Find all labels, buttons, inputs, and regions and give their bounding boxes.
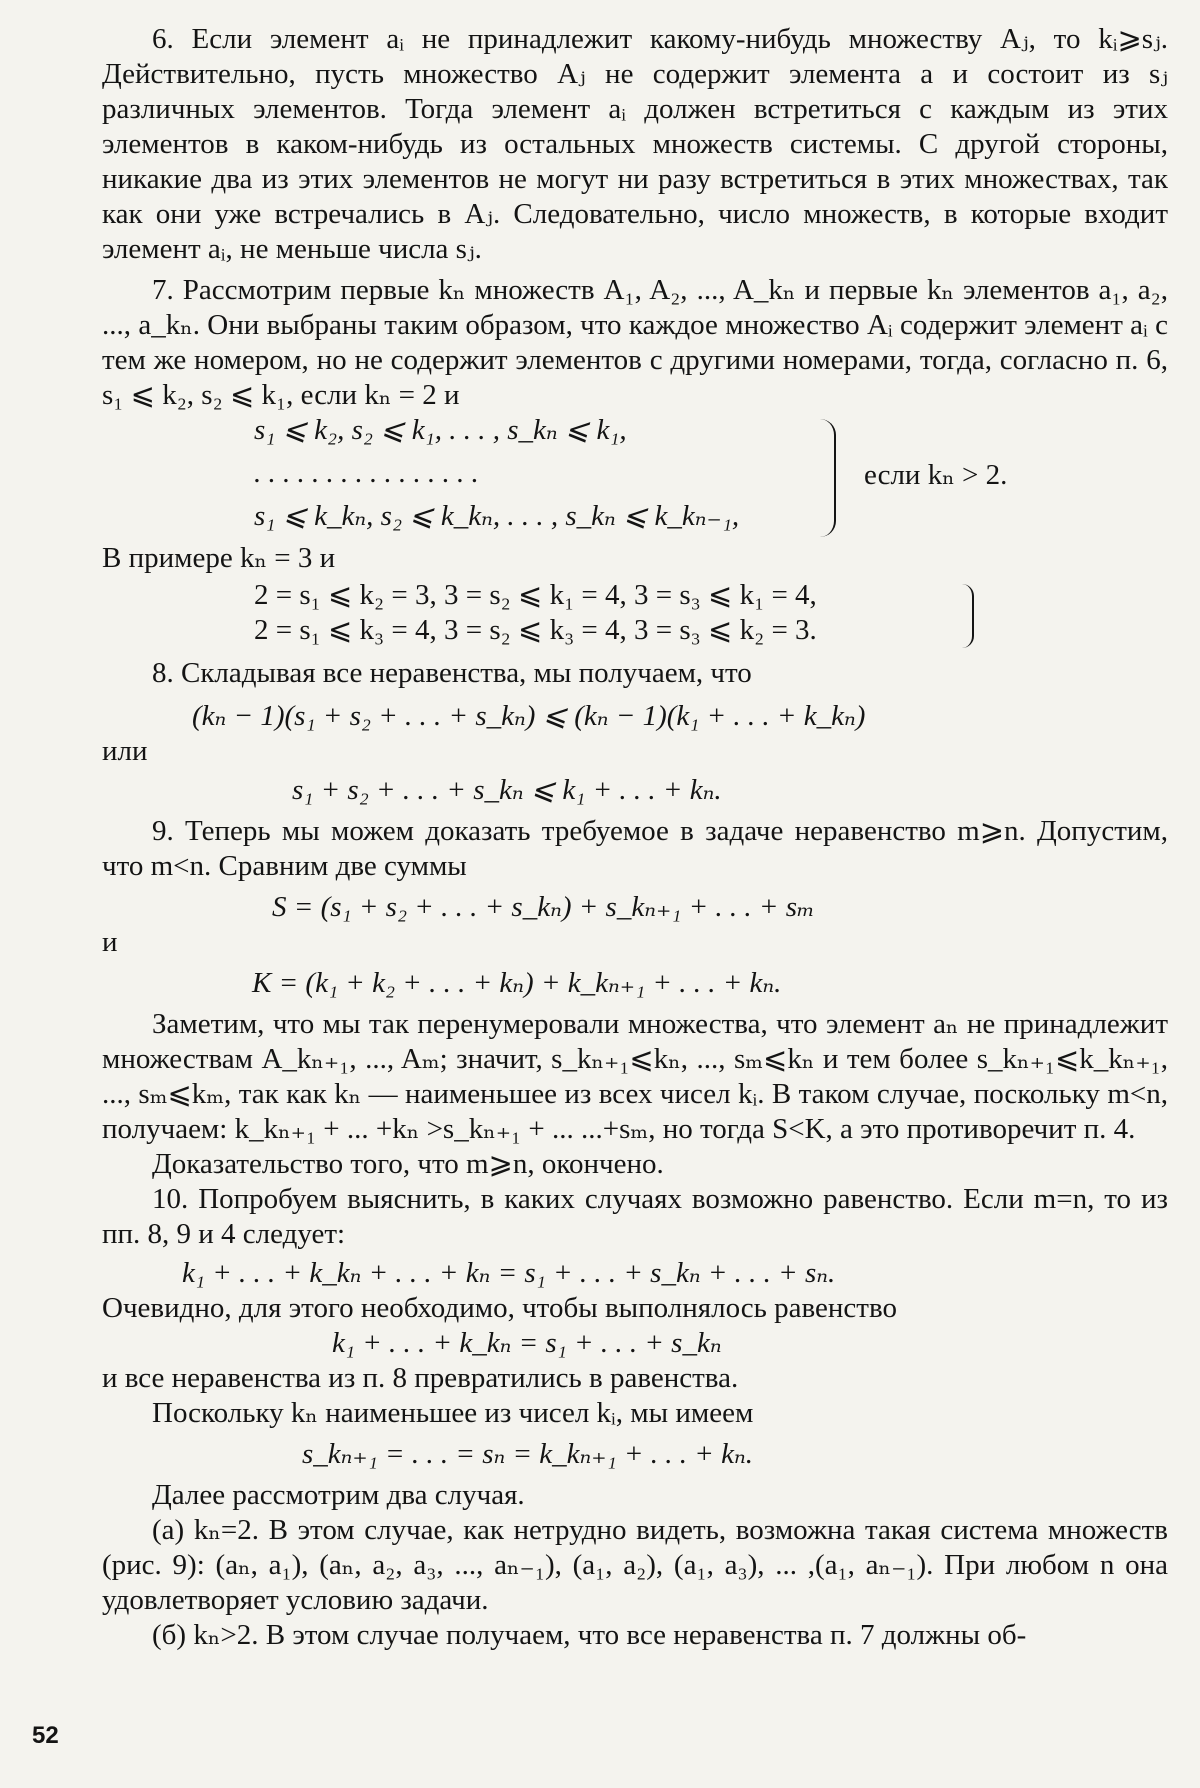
paragraph-10d: Поскольку kₙ наименьшее из чисел kᵢ, мы имеем xyxy=(152,1397,754,1429)
equation-8a: (kₙ − 1)(s₁ + s₂ + . . . + s_kₙ) ⩽ (kₙ − 1)(k₁ + . . . + k_kₙ) xyxy=(192,700,866,732)
example-row-2: 2 = s₁ ⩽ k₃ = 4, 3 = s₂ ⩽ k₃ = 4, 3 = s₃ ⩽ k₂ = 3. xyxy=(254,614,817,646)
example-row-1: 2 = s₁ ⩽ k₂ = 3, 3 = s₂ ⩽ k₁ = 4, 3 = s₃ ⩽ k₁ = 4, xyxy=(254,579,817,611)
example-brace xyxy=(962,584,974,648)
paragraph-10f: (а) kₙ=2. В этом случае, как нетрудно видеть, возможна такая система множеств (рис. 9): (aₙ, a₁), (aₙ, a₂, a₃, ..., aₙ₋₁), (a₁, a₂), (a₁, a₃), ... ,(a₁, aₙ₋₁). При любом n она удовлетворяет условию задачи. xyxy=(102,1514,1168,1616)
equation-10b: k₁ + . . . + k_kₙ = s₁ + . . . + s_kₙ xyxy=(332,1327,722,1359)
paragraph-9b: Заметим, что мы так перенумеровали множества, что элемент aₙ не принадлежит множествам A_kₙ₊₁, ..., Aₘ; значит, s_kₙ₊₁⩽kₙ, ..., sₘ⩽kₙ и тем более s_kₙ₊₁⩽k_kₙ₊₁, ..., sₘ⩽kₘ, так как kₙ — наименьшее из всех чисел kᵢ. В таком случае, поскольку m<n, получаем: k_kₙ₊₁ + ... +kₙ >s_kₙ₊₁ + ... ...+sₘ, но тогда S<K, а это противоречит п. 4. xyxy=(102,1008,1168,1145)
word-and: и xyxy=(102,926,118,958)
paragraph-9c: Доказательство того, что m⩾n, окончено. xyxy=(152,1148,664,1180)
paragraph-10g: (б) kₙ>2. В этом случае получаем, что все неравенства п. 7 должны об- xyxy=(152,1619,1027,1651)
equation-8b: s₁ + s₂ + . . . + s_kₙ ⩽ k₁ + . . . + kₙ. xyxy=(292,774,722,806)
example-intro: В примере kₙ = 3 и xyxy=(102,542,336,574)
paragraph-10c: и все неравенства из п. 8 превратились в равенства. xyxy=(102,1362,739,1394)
system-row-ellipsis: . . . . . . . . . . . . . . . . xyxy=(254,457,479,489)
system-row-1: s₁ ⩽ k₂, s₂ ⩽ k₁, . . . , s_kₙ ⩽ k₁, xyxy=(254,414,627,446)
paragraph-10: 10. Попробуем выяснить, в каких случаях возможно равенство. Если m=n, то из пп. 8, 9 и 4 следует: xyxy=(102,1183,1168,1250)
equation-9b: K = (k₁ + k₂ + . . . + kₙ) + k_kₙ₊₁ + . . . + kₙ. xyxy=(252,967,782,999)
paragraph-10e: Далее рассмотрим два случая. xyxy=(152,1479,525,1511)
text-column xyxy=(102,22,1168,1653)
equation-10c: s_kₙ₊₁ = . . . = sₙ = k_kₙ₊₁ + . . . + kₙ. xyxy=(302,1438,753,1470)
example-system xyxy=(102,576,1168,656)
system-condition: если kₙ > 2. xyxy=(864,459,1008,491)
paragraph-8: 8. Складывая все неравенства, мы получаем, что xyxy=(152,657,752,689)
right-brace xyxy=(820,419,836,537)
equation-10a: k₁ + . . . + k_kₙ + . . . + kₙ = s₁ + . . . + s_kₙ + . . . + sₙ. xyxy=(182,1257,836,1289)
word-or: или xyxy=(102,735,148,767)
paragraph-10b: Очевидно, для этого необходимо, чтобы выполнялось равенство xyxy=(102,1292,897,1324)
equation-9a: S = (s₁ + s₂ + . . . + s_kₙ) + s_kₙ₊₁ + . . . + sₘ xyxy=(272,891,815,923)
paragraph-6: 6. Если элемент aᵢ не принадлежит какому-нибудь множеству Aⱼ, то kᵢ⩾sⱼ. Действительно, пусть множество Aⱼ не содержит элемента a и состоит из sⱼ различных элементов. Тогда элемент aᵢ должен встретиться с каждым из этих элементов в каком-нибудь из остальных множеств системы. С другой стороны, никакие два из этих элементов не могут ни разу встретиться в этих множествах, так как они уже встречались в Aⱼ. Следовательно, число множеств, в которые входит элемент aᵢ, не меньше числа sⱼ. xyxy=(102,23,1168,265)
system-row-last: s₁ ⩽ k_kₙ, s₂ ⩽ k_kₙ, . . . , s_kₙ ⩽ k_kₙ₋₁, xyxy=(254,500,740,532)
page-number: 52 xyxy=(32,1722,59,1749)
inequality-system xyxy=(102,413,1168,541)
paragraph-7: 7. Рассмотрим первые kₙ множеств A₁, A₂, ..., A_kₙ и первые kₙ элементов a₁, a₂, ..., a_kₙ. Они выбраны таким образом, что каждое множество Aᵢ содержит элемент aᵢ с тем же номером, но не содержит элементов с другими номерами, тогда, согласно п. 6, s₁ ⩽ k₂, s₂ ⩽ k₁, если kₙ = 2 и xyxy=(102,274,1168,411)
paragraph-9: 9. Теперь мы можем доказать требуемое в задаче неравенство m⩾n. Допустим, что m<n. Сравним две суммы xyxy=(102,815,1168,882)
